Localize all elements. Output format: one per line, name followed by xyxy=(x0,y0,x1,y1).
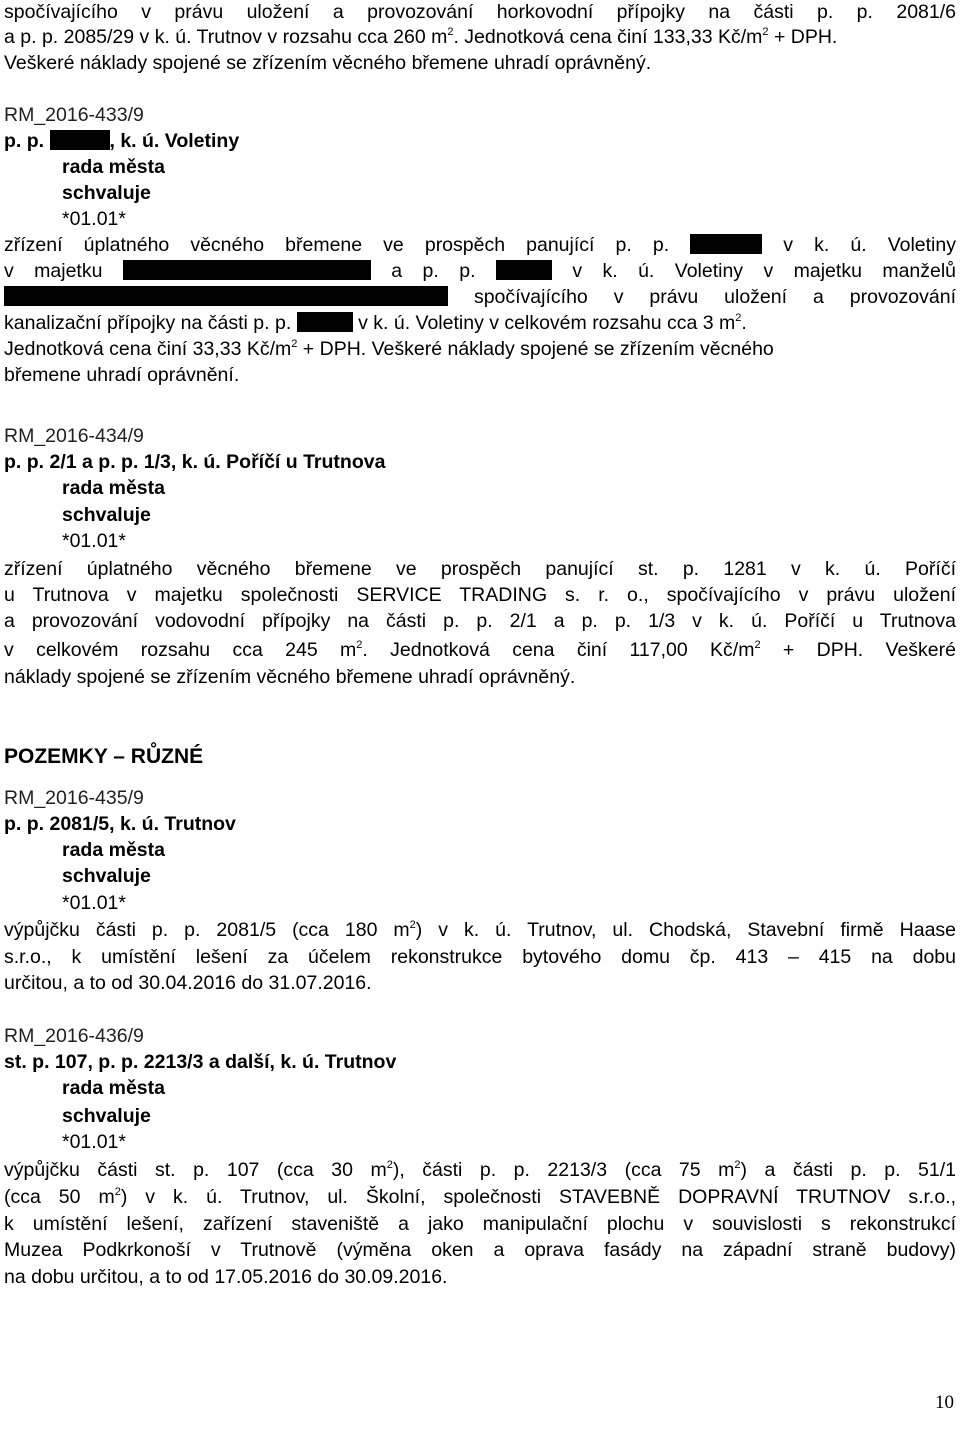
schvaluje-433: schvaluje xyxy=(62,182,151,204)
text-436-line-4: Muzea Podkrkonoší v Trutnově (výměna oken a oprava fasády na západní straně budovy) xyxy=(4,1239,956,1261)
text-434-line-1: zřízení úplatného věcného břemene ve prospěch panující st. p. 1281 v k. ú. Poříčí xyxy=(4,558,956,580)
text-434-line-4: v celkovém rozsahu cca 245 $m^2$. Jednotková cena činí 117,00 $Kč/m^2$ + DPH. Veškeré xyxy=(4,638,956,661)
text-436-line-3: k umístění lešení, zařízení staveniště a jako manipulační plochu v souvislosti s rekonstrukcí xyxy=(4,1213,956,1235)
schvaluje-436: schvaluje xyxy=(62,1105,151,1127)
parcel-heading-433: p. p. , k. ú. Voletiny xyxy=(4,130,240,152)
redaction-block xyxy=(297,312,353,332)
redaction-block xyxy=(496,260,552,280)
resolution-id-434: RM_2016-434/9 xyxy=(4,425,144,447)
schvaluje-434: schvaluje xyxy=(62,504,151,526)
text-434-line-5: náklady spojené se zřízením věcného břemene uhradí oprávněný. xyxy=(4,666,576,688)
rada-mesta-433: rada města xyxy=(62,156,165,178)
resolution-id-433: RM_2016-433/9 xyxy=(4,104,144,126)
section-heading-pozemky: POZEMKY – RŮZNÉ xyxy=(4,745,204,768)
text-433-line-6: břemene uhradí oprávnění. xyxy=(4,364,240,386)
text-434-line-2: u Trutnova v majetku společnosti SERVICE TRADING s. r. o., spočívajícího v právu uložení xyxy=(4,584,956,606)
code-436: *01.01* xyxy=(62,1131,126,1153)
intro-line-3: Veškeré náklady spojené se zřízením věcného břemene uhradí oprávněný. xyxy=(4,52,652,74)
text-433-line-2: v majetku a p. p. v k. ú. Voletiny v majetku manželů xyxy=(4,260,957,282)
text-433-line-4: kanalizační přípojky na části p. p. v k. ú. Voletiny v celkovém rozsahu cca 3 $m^2$. xyxy=(4,311,747,334)
parcel-heading-435: p. p. 2081/5, k. ú. Trutnov xyxy=(4,813,236,835)
code-434: *01.01* xyxy=(62,530,126,552)
redaction-block xyxy=(690,234,762,254)
intro-line-1: spočívajícího v právu uložení a provozování horkovodní přípojky na části p. p. 2081/6 xyxy=(4,1,956,23)
text-433-line-3: spočívajícího v právu uložení a provozování xyxy=(4,285,956,311)
parcel-heading-434: p. p. 2/1 a p. p. 1/3, k. ú. Poříčí u Trutnova xyxy=(4,451,386,473)
rada-mesta-436: rada města xyxy=(62,1077,165,1099)
rada-mesta-434: rada města xyxy=(62,477,165,499)
page-number: 10 xyxy=(935,1392,954,1413)
code-433: *01.01* xyxy=(62,208,126,230)
resolution-id-435: RM_2016-435/9 xyxy=(4,787,144,809)
parcel-heading-436: st. p. 107, p. p. 2213/3 a další, k. ú. Trutnov xyxy=(4,1051,397,1073)
text-435-line-1: výpůjčku části p. p. 2081/5 (cca 180 $m^2$) v k. ú. Trutnov, ul. Chodská, Stavební firmě Haase xyxy=(4,918,957,941)
text-433-line-5: Jednotková cena činí 33,33 $Kč/m^2$ + DPH. Veškeré náklady spojené se zřízením věcného xyxy=(4,337,774,360)
text-435-line-3: určitou, a to od 30.04.2016 do 31.07.2016. xyxy=(4,972,372,994)
text-435-line-2: s.r.o., k umístění lešení za účelem rekonstrukce bytového domu čp. 413 – 415 na dobu xyxy=(4,946,956,968)
text-433-line-1: zřízení úplatného věcného břemene ve prospěch panující p. p. v k. ú. Voletiny xyxy=(4,234,956,256)
schvaluje-435: schvaluje xyxy=(62,865,151,887)
intro-line-2: a p. p. 2085/29 v k. ú. Trutnov v rozsahu cca 260 $m^2$. Jednotková cena činí 133,33 $Kč/m^2$ + DPH. xyxy=(4,25,838,48)
redaction-block xyxy=(4,286,448,306)
text-436-line-1: výpůjčku části st. p. 107 (cca 30 $m^2$), části p. p. 2213/3 (cca 75 $m^2$) a části p. p. 51/1 xyxy=(4,1158,956,1181)
resolution-id-436: RM_2016-436/9 xyxy=(4,1025,144,1047)
code-435: *01.01* xyxy=(62,892,126,914)
redaction-block xyxy=(123,260,371,280)
redaction-block xyxy=(50,130,110,150)
rada-mesta-435: rada města xyxy=(62,839,165,861)
text-436-line-2: (cca 50 $m^2$) v k. ú. Trutnov, ul. Školní, společnosti STAVEBNĚ DOPRAVNÍ TRUTNOV s.r.o., xyxy=(4,1185,956,1208)
text-436-line-5: na dobu určitou, a to od 17.05.2016 do 30.09.2016. xyxy=(4,1266,448,1288)
text-434-line-3: a provozování vodovodní přípojky na části p. p. 2/1 a p. p. 1/3 v k. ú. Poříčí u Trutnova xyxy=(4,610,956,632)
